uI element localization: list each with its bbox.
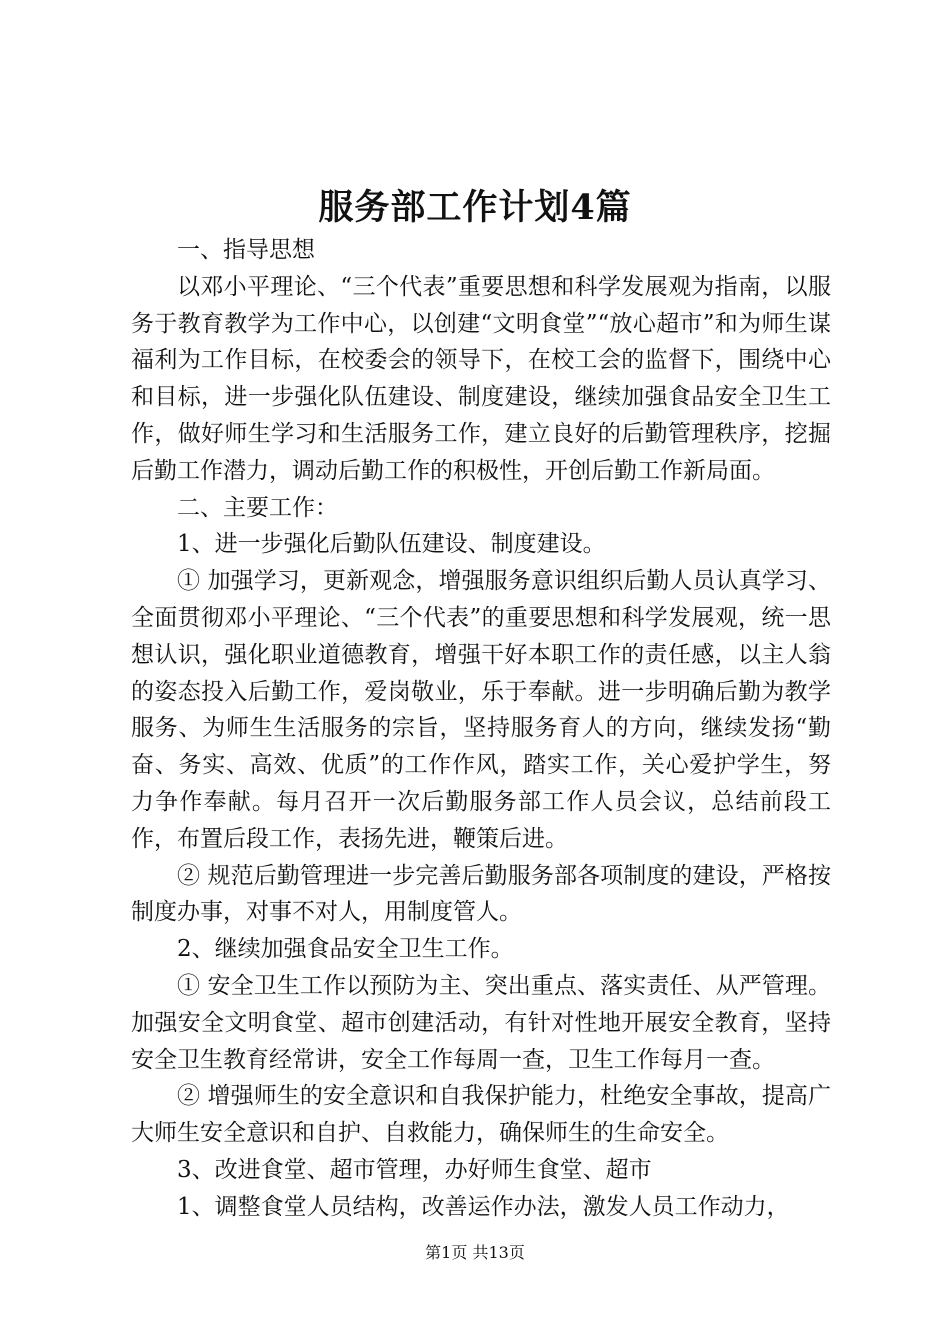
paragraph: ② 规范后勤管理进一步完善后勤服务部各项制度的建设，严格按制度办事，对事不对人，用制度管人。 [131,862,831,926]
paragraph: 以邓小平理论、“三个代表”重要思想和科学发展观为指南，以服务于教育教学为工作中心，以创建“文明食堂”“放心超市”和为师生谋福利为工作目标，在校委会的领导下，在校工会的监督下，围绕中心和目标，进一步强化队伍建设、制度建设，继续加强食品安全卫生工作，做好师生学习和生活服务工作，建立良好的后勤管理秩序，挖掘后勤工作潜力，调动后勤工作的积极性，开创后勤工作新局面。 [131,273,831,484]
page-total: 共13页 [472,1243,525,1262]
page-footer [0,1242,950,1264]
paragraph: 1、调整食堂人员结构，改善运作办法，激发人员工作动力， [177,1193,790,1220]
paragraph: ① 加强学习，更新观念，增强服务意识组织后勤人员认真学习、全面贯彻邓小平理论、“三个代表”的重要思想和科学发展观，统一思想认识，强化职业道德教育，增强干好本职工作的责任感，以主人翁的姿态投入后勤工作，爱岗敬业，乐于奉献。进一步明确后勤为教学服务、为师生生活服务的宗旨，坚持服务育人的方向，继续发扬“勤奋、务实、高效、优质”的工作作风，踏实工作，关心爱护学生，努力争作奉献。每月召开一次后勤服务部工作人员会议，总结前段工作，布置后段工作，表扬先进，鞭策后进。 [131,568,831,852]
section-heading: 二、主要工作： [177,494,338,521]
document-body [131,232,831,1226]
page-number: 第1页 [425,1243,468,1262]
section-heading: 一、指导思想 [177,237,315,263]
subsection-heading: 1、进一步强化后勤队伍建设、制度建设。 [177,531,606,558]
subsection-heading: 2、继续加强食品安全卫生工作。 [177,936,514,963]
subsection-heading: 3、改进食堂、超市管理，办好师生食堂、超市 [177,1156,652,1183]
paragraph: ② 增强师生的安全意识和自我保护能力，杜绝安全事故，提高广大师生安全意识和自护、自救能力，确保师生的生命安全。 [131,1083,831,1147]
document-title: 服务部工作计划4篇 [318,187,632,228]
paragraph: ① 安全卫生工作以预防为主、突出重点、落实责任、从严管理。加强安全文明食堂、超市创建活动，有针对性地开展安全教育，坚持安全卫生教育经常讲，安全工作每周一查，卫生工作每月一查。 [131,972,831,1073]
